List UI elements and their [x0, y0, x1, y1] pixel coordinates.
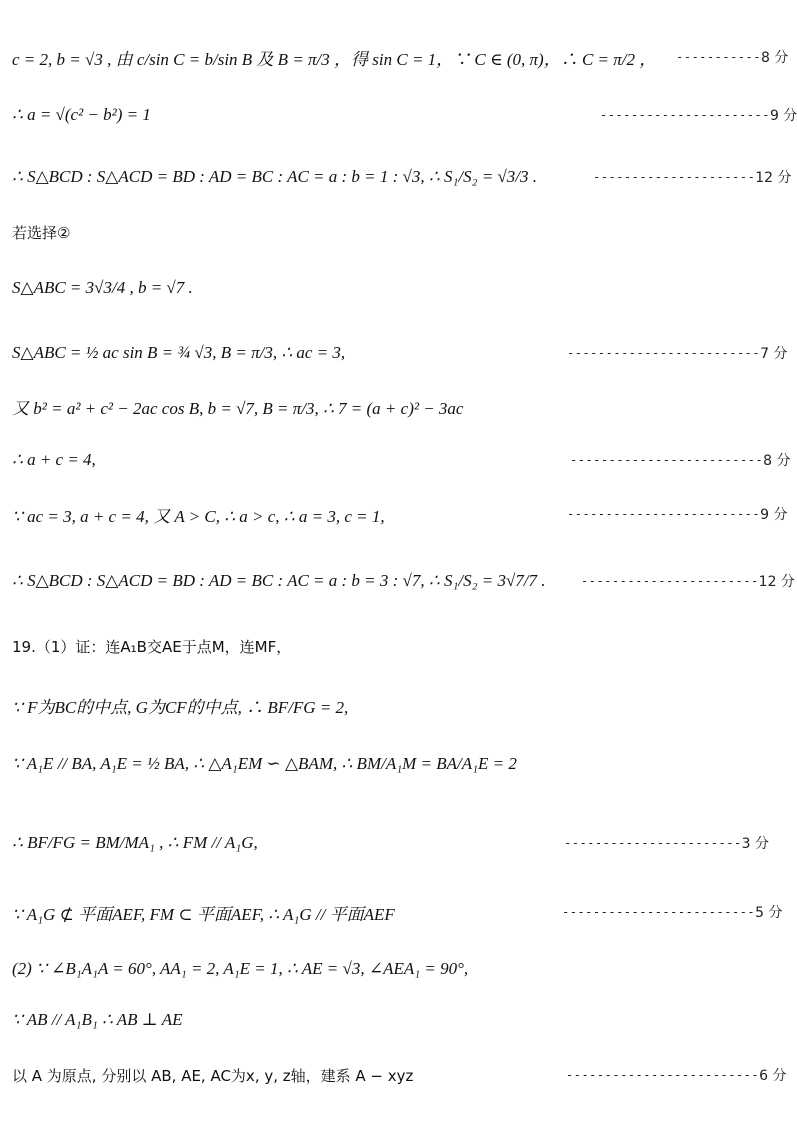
line-8-math: ∴ a + c = 4,	[12, 450, 96, 469]
score-label: 12 分	[758, 574, 795, 590]
line-2-score: ---------------------- 9 分	[600, 95, 797, 135]
score-label: 6 分	[759, 1068, 787, 1084]
line-12	[0, 685, 794, 725]
line-14	[0, 823, 794, 863]
line-1-score: ----------- 8 分	[676, 37, 788, 77]
line-18-math: 以 A 为原点, 分别以 AB, AE, AC为x, y, z轴，建系 A − xyz	[12, 1066, 414, 1085]
line-9-math: ∵ ac = 3, a + c = 4, 又 A > C, ∴ a > c, ∴ a = 3, c = 1,	[12, 506, 385, 526]
score-label: 7 分	[760, 346, 788, 362]
line-10-math: ∴ S△BCD : S△ACD = BD : AD = BC : AC = a : b = 3 : √7, ∴ S₁/S₂ = 3√7/7 .	[12, 571, 546, 590]
line-13-math: ∵ A₁E // BA, A₁E = ½ BA, ∴ △A₁EM ∽ △BAM, ∴ BM/A₁M = BA/A₁E = 2	[12, 754, 517, 773]
score-label: 9 分	[760, 507, 788, 523]
line-2	[0, 95, 797, 135]
line-1	[0, 37, 794, 77]
line-4-heading: 若选择②	[12, 223, 71, 242]
line-1-math: c = 2, b = √3 , 由 c/sin C = b/sin B 及 B = π/3 ，得 sin C = 1，∵ C ∈ (0, π)，∴ C = π/2 ，	[12, 49, 657, 69]
line-6-score: ------------------------- 7 分	[567, 333, 787, 373]
line-17	[0, 1000, 794, 1040]
line-11	[0, 626, 794, 666]
line-17-math: ∵ AB // A₁B₁ ∴ AB ⊥ AE	[12, 1010, 183, 1029]
line-2-math: ∴ a = √(c² − b²) = 1	[12, 105, 151, 124]
score-label: 12 分	[755, 170, 792, 186]
line-3-score: --------------------- 12 分	[593, 157, 791, 197]
score-label: 5 分	[755, 905, 783, 921]
line-10-score: ----------------------- 12 分	[581, 561, 795, 601]
line-15-score: ------------------------- 5 分	[562, 892, 782, 932]
line-10	[0, 561, 794, 601]
score-label: 9 分	[769, 108, 797, 124]
line-18-score: ------------------------- 6 分	[566, 1055, 786, 1095]
line-8-score: ------------------------- 8 分	[570, 440, 790, 480]
score-label: 3 分	[741, 836, 770, 852]
line-8	[0, 440, 794, 480]
line-5	[0, 268, 794, 308]
line-15-math: ∵ A₁G ⊄ 平面AEF, FM ⊂ 平面AEF, ∴ A₁G // 平面AEF	[12, 904, 395, 924]
line-14-score: ----------------------- 3 分	[564, 823, 769, 863]
line-15	[0, 892, 794, 932]
line-11-heading: 19.（1）证：连A₁B交AE于点M，连MF，	[12, 637, 292, 656]
line-16	[0, 949, 794, 989]
line-6	[0, 333, 794, 373]
line-3	[0, 157, 794, 197]
line-18	[0, 1055, 794, 1095]
line-14-math: ∴ BF/FG = BM/MA₁ , ∴ FM // A₁G,	[12, 833, 258, 852]
line-9-score: ------------------------- 9 分	[567, 494, 787, 534]
line-7	[0, 386, 794, 426]
line-12-math: ∵ F为BC的中点, G为CF的中点, ∴ BF/FG = 2,	[12, 697, 349, 717]
line-9	[0, 494, 794, 534]
score-label: 8 分	[760, 50, 789, 66]
line-13	[0, 744, 794, 784]
line-7-math: 又 b² = a² + c² − 2ac cos B, b = √7, B = π/3, ∴ 7 = (a + c)² − 3ac	[12, 398, 464, 418]
line-3-math: ∴ S△BCD : S△ACD = BD : AD = BC : AC = a : b = 1 : √3, ∴ S₁/S₂ = √3/3 .	[12, 167, 538, 186]
line-5-math: S△ABC = 3√3/4 , b = √7 .	[12, 278, 193, 297]
line-4	[0, 212, 794, 252]
score-label: 8 分	[763, 453, 791, 469]
line-6-math: S△ABC = ½ ac sin B = ¾ √3, B = π/3, ∴ ac = 3,	[12, 343, 346, 362]
line-16-math: (2) ∵ ∠B₁A₁A = 60°, AA₁ = 2, A₁E = 1, ∴ AE = √3, ∠AEA₁ = 90°,	[12, 959, 469, 978]
